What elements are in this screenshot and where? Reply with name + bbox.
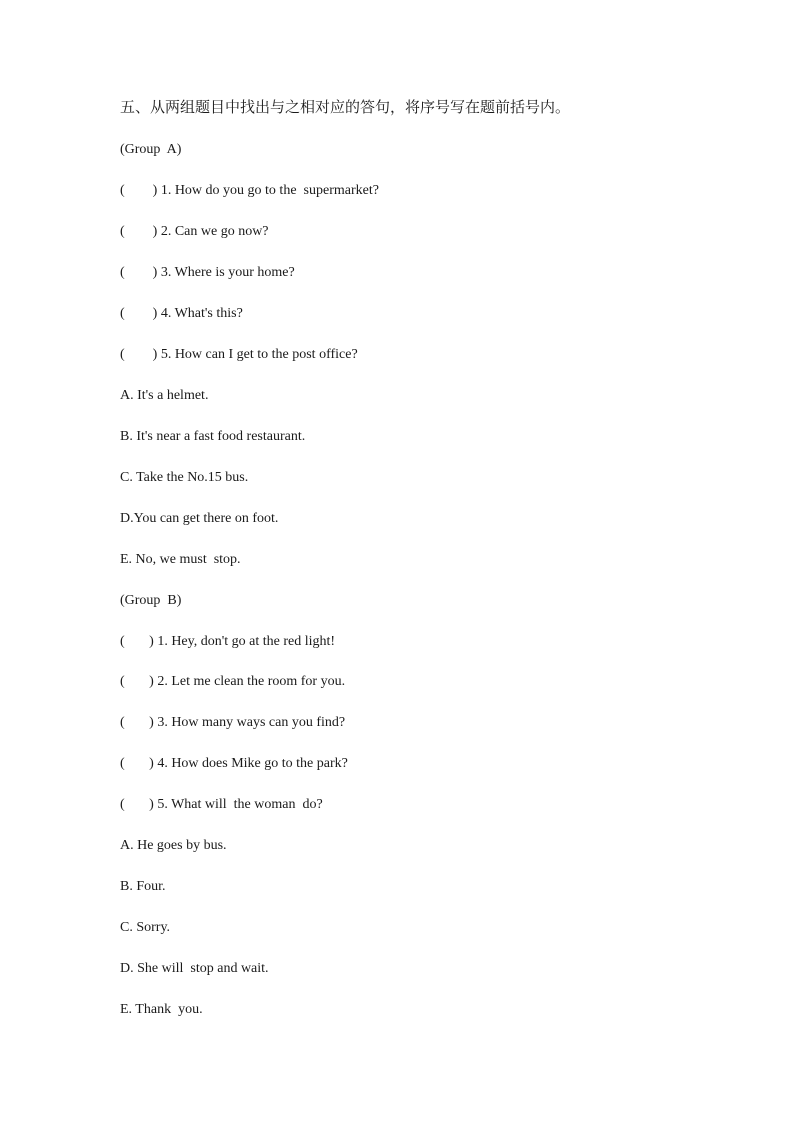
group-a-question-3: ( ) 3. Where is your home?	[120, 265, 295, 280]
group-a-answer-e: E. No, we must stop.	[120, 552, 241, 567]
group-a-question-1: ( ) 1. How do you go to the supermarket?	[120, 183, 379, 198]
group-a-question-2: ( ) 2. Can we go now?	[120, 224, 269, 239]
group-b-question-2: ( ) 2. Let me clean the room for you.	[120, 674, 346, 689]
group-b-answer-a: A. He goes by bus.	[120, 838, 227, 853]
group-b-answer-c: C. Sorry.	[120, 920, 171, 935]
group-b-question-5: ( ) 5. What will the woman do?	[120, 797, 323, 812]
group-a-question-4: ( ) 4. What's this?	[120, 306, 243, 321]
group-b-question-4: ( ) 4. How does Mike go to the park?	[120, 756, 348, 771]
group-a-answer-c: C. Take the No.15 bus.	[120, 470, 249, 485]
group-a-answer-a: A. It's a helmet.	[120, 388, 209, 403]
group-b-question-1: ( ) 1. Hey, don't go at the red light!	[120, 634, 336, 649]
group-a-answer-b: B. It's near a fast food restaurant.	[120, 429, 306, 444]
group-b-question-3: ( ) 3. How many ways can you find?	[120, 715, 346, 730]
group-a-label: (Group A)	[120, 142, 182, 157]
group-a-answer-d: D.You can get there on foot.	[120, 511, 279, 526]
group-b-answer-b: B. Four.	[120, 879, 166, 894]
group-b-answer-e: E. Thank you.	[120, 1002, 203, 1017]
group-b-label: (Group B)	[120, 593, 182, 608]
section-heading: 五、从两组题目中找出与之相对应的答句，将序号写在题前括号内。	[120, 98, 571, 116]
group-b-answer-d: D. She will stop and wait.	[120, 961, 269, 976]
group-a-question-5: ( ) 5. How can I get to the post office?	[120, 347, 358, 362]
